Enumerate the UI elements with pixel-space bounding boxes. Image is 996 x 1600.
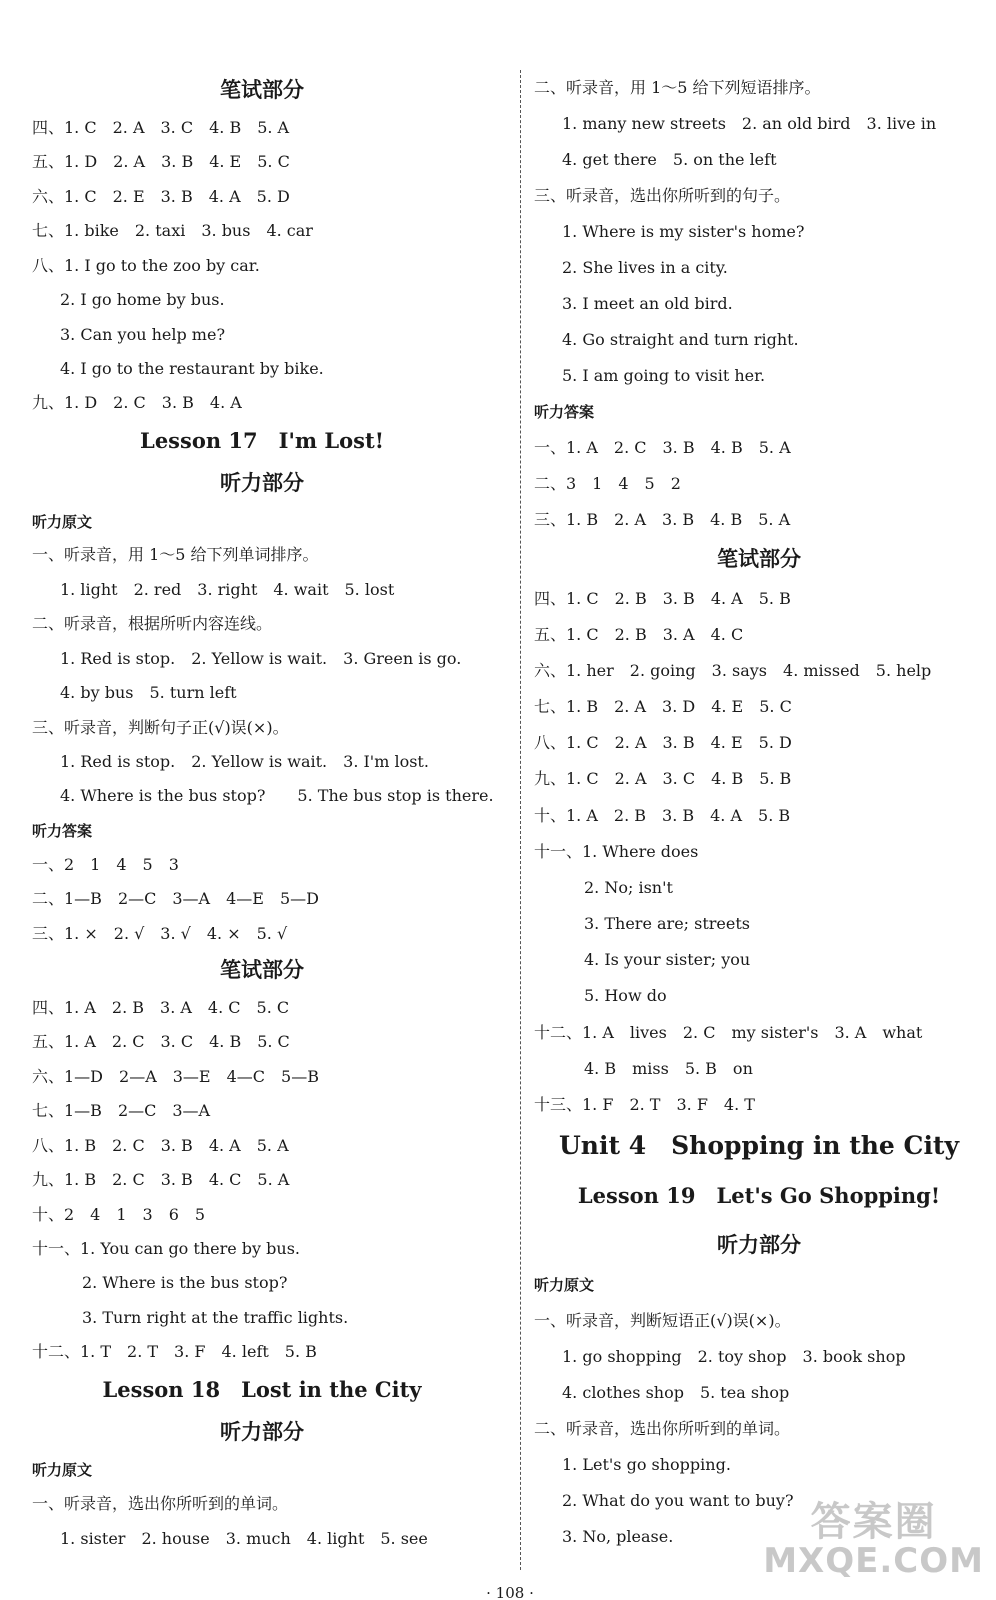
answer-line: 1. Red is stop. 2. Yellow is wait. 3. Green is go. <box>60 649 462 668</box>
answer-line: 四、1. A 2. B 3. A 4. C 5. C <box>32 998 290 1017</box>
left-column <box>32 0 492 1600</box>
answer-line: 六、1. C 2. E 3. B 4. A 5. D <box>32 187 290 206</box>
answer-line: 4. I go to the restaurant by bike. <box>60 359 324 378</box>
question-line: 二、听录音，选出你所听到的单词。 <box>534 1419 791 1438</box>
page-number: · 108 · <box>486 1586 534 1600</box>
answer-line: 四、1. C 2. B 3. B 4. A 5. B <box>534 589 791 608</box>
answer-line: 4. Go straight and turn right. <box>562 330 799 349</box>
answer-line: 2. No; isn't <box>584 878 673 897</box>
answer-line: 九、1. C 2. A 3. C 4. B 5. B <box>534 769 792 788</box>
answer-line: 4. B miss 5. B on <box>584 1059 753 1078</box>
answer-line: 3. There are; streets <box>584 914 750 933</box>
answer-line: 六、1. her 2. going 3. says 4. missed 5. help <box>534 661 932 680</box>
answer-line: 3. Can you help me? <box>60 325 226 344</box>
section-title-written: 笔试部分 <box>220 78 304 102</box>
answer-line: 4. clothes shop 5. tea shop <box>562 1383 790 1402</box>
answer-line: 十、2 4 1 3 6 5 <box>32 1205 206 1224</box>
question-line: 一、听录音，判断短语正(√)误(×)。 <box>534 1311 791 1330</box>
answer-line: 2. What do you want to buy? <box>562 1491 794 1510</box>
section-title-listening: 听力部分 <box>220 1420 304 1444</box>
section-title-written: 笔试部分 <box>717 547 801 571</box>
question-line: 三、听录音，判断句子正(√)误(×)。 <box>32 718 289 737</box>
answer-line: 八、1. B 2. C 3. B 4. A 5. A <box>32 1136 289 1155</box>
answer-line: 五、1. C 2. B 3. A 4. C <box>534 625 744 644</box>
lesson-18-title: Lesson 18 Lost in the City <box>102 1377 422 1402</box>
question-line: 一、听录音，选出你所听到的单词。 <box>32 1494 289 1513</box>
answer-line: 3. No, please. <box>562 1527 674 1546</box>
answer-line: 三、1. B 2. A 3. B 4. B 5. A <box>534 510 791 529</box>
answer-line: 1. Where is my sister's home? <box>562 222 805 241</box>
answer-line: 十三、1. F 2. T 3. F 4. T <box>534 1095 755 1114</box>
subheading-script: 听力原文 <box>32 1461 93 1479</box>
answer-line: 4. Where is the bus stop? 5. The bus stop is there. <box>60 786 494 805</box>
answer-line: 3. Turn right at the traffic lights. <box>82 1308 349 1327</box>
answer-line: 2. I go home by bus. <box>60 290 225 309</box>
answer-line: 七、1. B 2. A 3. D 4. E 5. C <box>534 697 792 716</box>
subheading-script: 听力原文 <box>32 513 93 531</box>
answer-line: 1. many new streets 2. an old bird 3. live in <box>562 114 937 133</box>
answer-line: 六、1—D 2—A 3—E 4—C 5—B <box>32 1067 319 1086</box>
answer-line: 5. How do <box>584 986 667 1005</box>
right-column <box>534 0 984 1600</box>
answer-line: 八、1. I go to the zoo by car. <box>32 256 260 275</box>
answer-line: 九、1. D 2. C 3. B 4. A <box>32 393 242 412</box>
answer-line: 九、1. B 2. C 3. B 4. C 5. A <box>32 1170 290 1189</box>
subheading-answers: 听力答案 <box>32 822 93 840</box>
section-title-written: 笔试部分 <box>220 958 304 982</box>
watermark-logo <box>763 1499 984 1581</box>
lesson-19-title: Lesson 19 Let's Go Shopping! <box>577 1183 941 1208</box>
section-title-listening: 听力部分 <box>220 471 304 495</box>
question-line: 一、听录音，用 1～5 给下列单词排序。 <box>32 545 319 564</box>
question-line: 二、听录音，根据所听内容连线。 <box>32 614 273 633</box>
answer-line: 一、1. A 2. C 3. B 4. B 5. A <box>534 438 791 457</box>
answer-line: 1. go shopping 2. toy shop 3. book shop <box>562 1347 906 1366</box>
answer-line: 七、1. bike 2. taxi 3. bus 4. car <box>32 221 313 240</box>
answer-line: 四、1. C 2. A 3. C 4. B 5. A <box>32 118 290 137</box>
answer-line: 七、1—B 2—C 3—A <box>32 1101 211 1120</box>
answer-line: 1. Let's go shopping. <box>562 1455 731 1474</box>
answer-line: 十一、1. Where does <box>534 842 699 861</box>
answer-line: 二、3 1 4 5 2 <box>534 474 681 493</box>
question-line: 二、听录音，用 1～5 给下列短语排序。 <box>534 78 821 97</box>
answer-line: 五、1. A 2. C 3. C 4. B 5. C <box>32 1032 290 1051</box>
answer-line: 二、1—B 2—C 3—A 4—E 5—D <box>32 889 319 908</box>
subheading-answers: 听力答案 <box>534 403 595 421</box>
unit-4-title: Unit 4 Shopping in the City <box>558 1131 960 1160</box>
answer-line: 5. I am going to visit her. <box>562 366 766 385</box>
answer-line: 一、2 1 4 5 3 <box>32 855 179 874</box>
answer-line: 2. She lives in a city. <box>562 258 728 277</box>
question-line: 三、听录音，选出你所听到的句子。 <box>534 186 791 205</box>
answer-line: 十、1. A 2. B 3. B 4. A 5. B <box>534 806 791 825</box>
answer-line: 十二、1. T 2. T 3. F 4. left 5. B <box>32 1342 317 1361</box>
column-divider <box>520 70 521 1570</box>
answer-line: 4. get there 5. on the left <box>562 150 777 169</box>
answer-line: 4. Is your sister; you <box>584 950 751 969</box>
answer-line: 五、1. D 2. A 3. B 4. E 5. C <box>32 152 290 171</box>
lesson-17-title: Lesson 17 I'm Lost! <box>140 428 384 453</box>
answer-line: 1. light 2. red 3. right 4. wait 5. lost <box>60 580 395 599</box>
watermark-text: 答案圈 <box>810 1499 937 1545</box>
answer-line: 八、1. C 2. A 3. B 4. E 5. D <box>534 733 792 752</box>
answer-line: 十一、1. You can go there by bus. <box>32 1239 301 1258</box>
section-title-listening: 听力部分 <box>717 1233 801 1257</box>
answer-line: 4. by bus 5. turn left <box>60 683 237 702</box>
watermark-url: MXQE.COM <box>763 1541 984 1581</box>
answer-line: 2. Where is the bus stop? <box>82 1273 288 1292</box>
answer-line: 十二、1. A lives 2. C my sister's 3. A what <box>534 1023 923 1042</box>
answer-line: 1. Red is stop. 2. Yellow is wait. 3. I'm lost. <box>60 752 429 771</box>
answer-line: 1. sister 2. house 3. much 4. light 5. see <box>60 1529 428 1548</box>
subheading-script: 听力原文 <box>534 1276 595 1294</box>
answer-line: 三、1. × 2. √ 3. √ 4. × 5. √ <box>32 924 288 943</box>
answer-line: 3. I meet an old bird. <box>562 294 733 313</box>
